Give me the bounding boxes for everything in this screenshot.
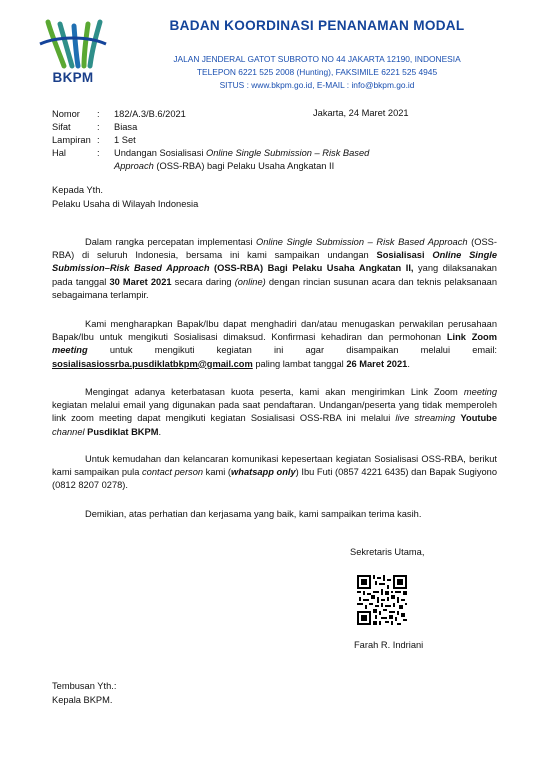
text-italic: channel <box>52 426 85 437</box>
text: . <box>407 358 410 369</box>
organization-name: BADAN KOORDINASI PENANAMAN MODAL <box>169 18 465 33</box>
text-bold-italic: whatsapp only <box>231 467 296 478</box>
text: secara daring <box>171 276 235 287</box>
paragraph-4 <box>52 453 497 493</box>
lampiran-value: 1 Set <box>114 135 136 145</box>
letter-date: Jakarta, 24 Maret 2021 <box>313 108 409 118</box>
paragraph-5 <box>52 508 497 521</box>
text: Demikian, atas perhatian dan kerjasama yang baik, kami sampaikan terima kasih. <box>85 509 422 519</box>
text-bold-italic: meeting <box>52 345 88 356</box>
text-bold: (OSS-RBA) Bagi Pelaku Usaha Angkatan II, <box>209 263 414 274</box>
text: . <box>158 426 162 437</box>
text: kami ( <box>203 467 232 478</box>
text: untuk mengikuti kegiatan ini agar disampaikan melalui email: <box>87 345 497 356</box>
signatory-name: Farah R. Indriani <box>354 640 424 650</box>
text: Mengingat adanya keterbatasan kuota peserta, kami akan mengirimkan Link Zoom <box>85 387 464 397</box>
text: Untuk kemudahan dan kelancaran komunikasi kepesertaan kegiatan Sosialisasi OSS-RBA, berikut kami sampaikan pula <box>52 454 497 478</box>
separator: : <box>97 109 100 119</box>
text: paling lambat tanggal <box>252 358 347 369</box>
text-bold-italic: Online Single Submission–Risk Based Approach <box>52 250 497 274</box>
text: Dalam rangka percepatan implementasi <box>85 237 257 247</box>
hal-label: Hal <box>52 148 66 158</box>
email-link[interactable]: sosialisasiossrba.pusdiklatbkpm@gmail.com <box>52 358 253 369</box>
qr-code-icon <box>357 575 407 625</box>
lampiran-label: Lampiran <box>52 135 91 145</box>
nomor-label: Nomor <box>52 109 80 119</box>
sifat-label: Sifat <box>52 122 71 132</box>
separator: : <box>97 135 100 145</box>
text: kegiatan melalui email yang digunakan pada saat pendaftaran. Undangan/peserta yang tidak memperoleh link zoom meeting dapat mengikuti kegiatan Sosialisasi OSS-RBA ini melalui <box>52 400 497 424</box>
separator: : <box>97 122 100 132</box>
paragraph-1 <box>52 236 497 302</box>
event-date: 30 Maret 2021 <box>109 276 172 287</box>
text-italic: contact person <box>142 467 204 478</box>
text: ) Ibu Futi (0857 4221 6435) dan Bapak Sugiyono (0812 8207 0278). <box>52 467 497 491</box>
text: yang dilaksanakan pada tanggal <box>52 263 497 287</box>
signatory-title: Sekretaris Utama, <box>350 547 425 557</box>
cc-item: Kepala BKPM. <box>52 695 113 705</box>
address-line: JALAN JENDERAL GATOT SUBROTO NO 44 JAKARTA 12190, INDONESIA <box>173 54 461 64</box>
sifat-value: Biasa <box>114 122 138 132</box>
text-bold: Sosialisasi <box>376 250 433 261</box>
hal-row <box>52 147 374 173</box>
deadline-date: 26 Maret 2021 <box>346 358 408 369</box>
hal-text-italic: Approach <box>114 161 154 171</box>
text: Kami mengharapkan Bapak/Ibu dapat menghadiri dan/atau menugaskan perwakilan perusahaan Bapak/Ibu untuk mengikuti Sosialisasi dimaksud. Konfirmasi kehadiran dan permohonan <box>52 319 497 343</box>
text-italic: meeting <box>463 387 497 397</box>
text: dengan rincian susunan acara dan teknis pelaksanaan sebagaimana terlampir. <box>52 276 497 300</box>
separator: : <box>97 148 100 158</box>
paragraph-3 <box>52 386 497 439</box>
paragraph-2 <box>52 318 497 371</box>
hal-text: (OSS-RBA) bagi Pelaku Usaha Angkatan II <box>153 161 335 171</box>
website-line: SITUS : www.bkpm.go.id, E-MAIL : info@bkpm.go.id <box>219 80 415 90</box>
text-bold: Link Zoom <box>446 332 498 343</box>
text-italic: Online Single Submission – Risk Based Approach <box>256 237 468 247</box>
text-italic: (online) <box>234 276 266 287</box>
hal-text-italic: Online Single Submission – Risk Based <box>206 148 370 158</box>
recipient-name: Pelaku Usaha di Wilayah Indonesia <box>52 199 199 209</box>
sifat-row <box>52 121 374 134</box>
nomor-value: 182/A.3/B.6/2021 <box>114 109 186 119</box>
cc-label: Tembusan Yth.: <box>52 681 117 691</box>
text-bold: Pusdiklat BKPM <box>87 426 159 437</box>
logo-wordmark: BKPM <box>52 70 94 85</box>
recipient-salutation: Kepada Yth. <box>52 185 104 195</box>
lampiran-row <box>52 134 374 147</box>
text: (OSS-RBA) di seluruh Indonesia, bersama ini kami sampaikan undangan <box>52 237 497 261</box>
text-italic: live streaming <box>395 413 456 424</box>
text-bold: Youtube <box>460 413 497 424</box>
phone-line: TELEPON 6221 525 2008 (Hunting), FAKSIMILE 6221 525 4945 <box>196 67 438 77</box>
hal-text: Undangan Sosialisasi <box>114 148 206 158</box>
hal-value <box>114 147 374 173</box>
